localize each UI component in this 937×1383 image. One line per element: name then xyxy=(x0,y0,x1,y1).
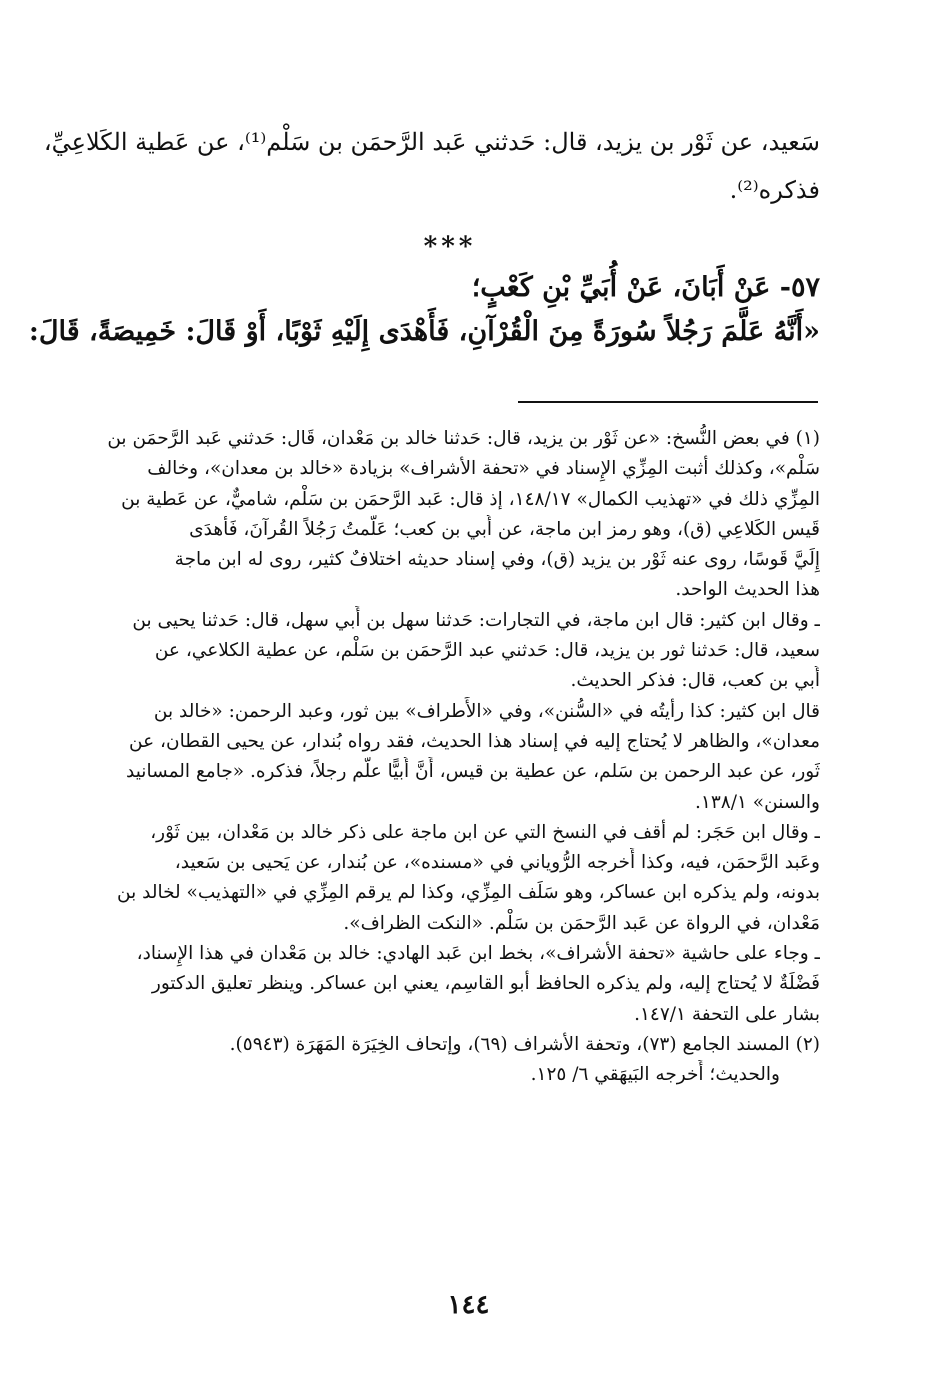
footnote-line: قَيس الكَلاعِي (ق)، وهو رمز ابن ماجة، عن أُبي بن كعب؛ عَلَّمتُ رَجُلاً القُرآنَ، فَأَهدَى xyxy=(189,518,820,540)
footnote-line: أُبي بن كعب، قال: فذكر الحديث. xyxy=(570,670,820,692)
footnote-line: هذا الحديث الواحد. xyxy=(675,579,820,601)
footnote-line: معدان»، والظاهر لا يُحتاج إليه في إسناد هذا الحديث، فقد رواه بُندار، عن يحيى القطان، عن xyxy=(129,730,820,752)
hadith-heading: ٥٧- عَنْ أَبَانَ، عَنْ أُبَيِّ بْنِ كَعْبٍ؛ xyxy=(471,272,820,303)
footnote-line: إِلَيَّ قَوسًا، روى عنه ثَوْر بن يزيد (ق)، وفي إسناد حديثه اختلافٌ كثير، روى له ابن ماجة xyxy=(174,549,820,571)
footnote-divider xyxy=(518,401,818,403)
footnote-line: سَلْم»، وكذلك أثبت المِزِّي الإِسناد في «تحفة الأشراف» بزيادة «خالد بن معدان»، وخالف xyxy=(147,458,820,480)
footnote-line: سعيد، قال: حَدثنا ثور بن يزيد، قال: حَدثني عبد الرَّحمَن بن سَلْم، عن عطية الكلاعي، عن xyxy=(154,640,820,662)
footnote-line: (١) في بعض النُّسخ: «عن ثَوْر بن يزيد، قال: حَدثنا خالد بن مَعْدان، قَال: حَدثني عَبد الرَّحمَن بن xyxy=(107,428,820,449)
footnote-line: ثَور، عن عبد الرحمن بن سَلم، عن عطية بن قيس، أَنَّ أُبيًّا علّم رجلاً، فذكره. «جامع المسانيد xyxy=(126,761,820,783)
footnote-line: ـ وجاء على حاشية «تحفة الأشراف»، بخط ابن عَبد الهادي: خالد بن مَعْدان في هذا الإِسناد، xyxy=(136,943,820,965)
main-text-line: فذكره⁽²⁾. xyxy=(729,176,820,204)
footnote-line: بدونه، ولم يذكره ابن عساكر، وهو سَلَف المِزِّي، وكذا لم يرقم المِزِّي في «التهذيب» لخالد بن xyxy=(117,882,820,904)
footnotes xyxy=(80,424,820,1091)
main-text xyxy=(28,118,820,354)
footnote-line: ـ وقال ابن حَجَر: لم أقف في النسخ التي عن ابن ماجة على ذكر خالد بن مَعْدان، بين ثَوْر، xyxy=(150,821,820,843)
section-separator: *** xyxy=(423,232,477,262)
hadith-text: «أَنَّهُ عَلَّمَ رَجُلاً سُورَةً مِنَ الْقُرْآنِ، فَأَهْدَى إِلَيْهِ ثَوْبًا، أَوْ قَالَ: خَمِيصَةً، قَالَ: xyxy=(28,316,820,347)
footnote-line: (٢) المسند الجامع (٧٣)، وتحفة الأشراف (٦٩)، وإتحاف الخِيَرَة المَهَرَة (٥٩٤٣). xyxy=(229,1033,820,1055)
footnote-line: ـ وقال ابن كثير: قال ابن ماجة، في التجارات: حَدثنا سهل بن أَبي سهل، قال: حَدثنا يحيى بن xyxy=(132,609,820,631)
footnote-line: والسنن» ١٣٨/١. xyxy=(695,791,820,813)
footnote-line: وعَبد الرَّحمَن، فيه، وكذا أَخرجه الرُّوياني في «مسنده»، عن بُندار، عن يَحيى بن سَعيد، xyxy=(174,852,820,874)
footnote-line: والحديث؛ أَخرجه البَيهَقي ٦/ ١٢٥. xyxy=(530,1064,780,1086)
page-number: ١٤٤ xyxy=(447,1290,490,1320)
main-text-line: سَعيد، عن ثَوْر بن يزيد، قال: حَدثني عَبد الرَّحمَن بن سَلْم⁽¹⁾، عن عَطية الكَلاعِيِّ، xyxy=(43,128,820,156)
footnote-line: مَعْدان، في الرواة عن عَبد الرَّحمَن بن سَلْم. «النكت الظراف». xyxy=(343,912,820,934)
footnote-line: فَضْلَةٌ لا يُحتاج إليه، ولم يذكره الحافظ أبو القاسِم، يعني ابن عساكر. وينظر تعليق الدكتور xyxy=(151,973,820,995)
footnote-line: المِزِّي ذلك في «تهذيب الكمال» ١٤٨/١٧، إذ قال: عَبد الرَّحمَن بن سَلْم، شاميٌّ، عن عَطية بن xyxy=(121,488,820,510)
footnote-line: بشار على التحفة ١٤٧/١. xyxy=(634,1003,820,1025)
footnote-line: قال ابن كثير: كذا رأيتُه في «السُّنن»، وفي «الأَطراف» بين ثور، وعبد الرحمن: «خالد بن xyxy=(153,700,820,722)
